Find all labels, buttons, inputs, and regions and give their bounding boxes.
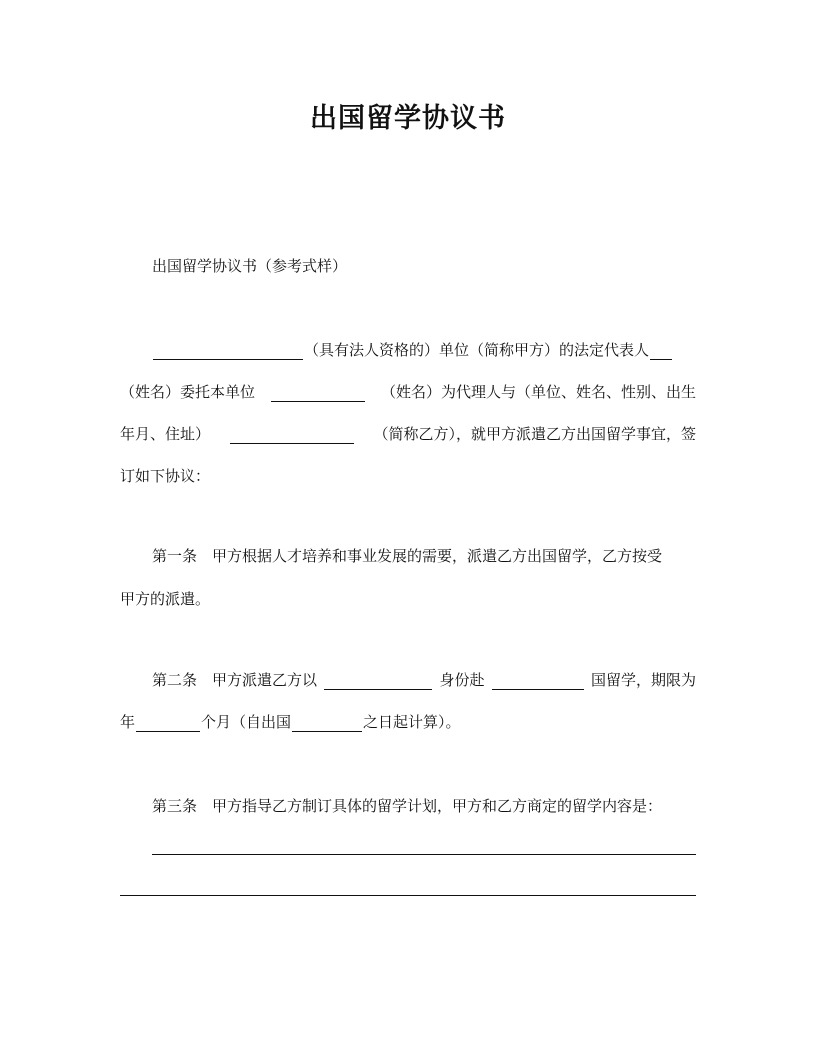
departure-date-blank[interactable] xyxy=(292,715,362,732)
intro-line-1 xyxy=(152,340,696,360)
agent-name-blank[interactable] xyxy=(271,385,365,402)
legal-rep-name-blank[interactable] xyxy=(650,343,672,360)
article-2-line-1 xyxy=(152,670,696,690)
intro-text-2a: （姓名）委托本单位 xyxy=(120,383,256,401)
article-1-line-1 xyxy=(152,546,696,566)
article-3-text-1: 第三条 甲方指导乙方制订具体的留学计划，甲方和乙方商定的留学内容是： xyxy=(152,797,663,815)
article-3-line-1 xyxy=(152,796,696,816)
intro-text-3a: 年月、住址） xyxy=(120,425,211,443)
article-2-text-2b: 个月（自出国 xyxy=(201,713,292,731)
intro-line-2 xyxy=(120,382,696,402)
article-2-text-1c: 国留学，期限为 xyxy=(590,671,696,689)
intro-text-2b: （姓名）为代理人与（单位、姓名、性别、出生 xyxy=(380,383,696,401)
article-1-line-2 xyxy=(120,589,696,609)
intro-line-4 xyxy=(120,466,696,486)
subtitle-line xyxy=(152,256,696,276)
party-b-info-blank[interactable] xyxy=(230,427,354,444)
subtitle: 出国留学协议书（参考式样） xyxy=(152,257,348,275)
article-2-text-2a: 年 xyxy=(120,713,136,731)
study-content-blank-2[interactable] xyxy=(120,895,696,896)
intro-text-4: 订如下协议： xyxy=(120,467,211,485)
article-2-line-2 xyxy=(120,712,696,732)
party-a-name-blank[interactable] xyxy=(153,343,303,360)
intro-text-1: （具有法人资格的）单位（简称甲方）的法定代表人 xyxy=(304,341,650,359)
article-1-text-1: 第一条 甲方根据人才培养和事业发展的需要，派遣乙方出国留学，乙方按受 xyxy=(152,547,663,565)
intro-line-3 xyxy=(120,424,696,444)
article-2-text-2c: 之日起计算）。 xyxy=(363,713,461,731)
study-content-blank-1[interactable] xyxy=(152,854,696,855)
intro-text-3b: （简称乙方），就甲方派遣乙方出国留学事宜，签 xyxy=(373,425,696,443)
article-2-text-1b: 身份赴 xyxy=(439,671,485,689)
identity-blank[interactable] xyxy=(324,673,432,690)
country-blank[interactable] xyxy=(492,673,584,690)
document-title: 出国留学协议书 xyxy=(310,103,506,134)
article-1-text-2: 甲方的派遣。 xyxy=(120,590,211,608)
months-blank[interactable] xyxy=(136,715,200,732)
article-2-text-1a: 第二条 甲方派遣乙方以 xyxy=(152,671,318,689)
